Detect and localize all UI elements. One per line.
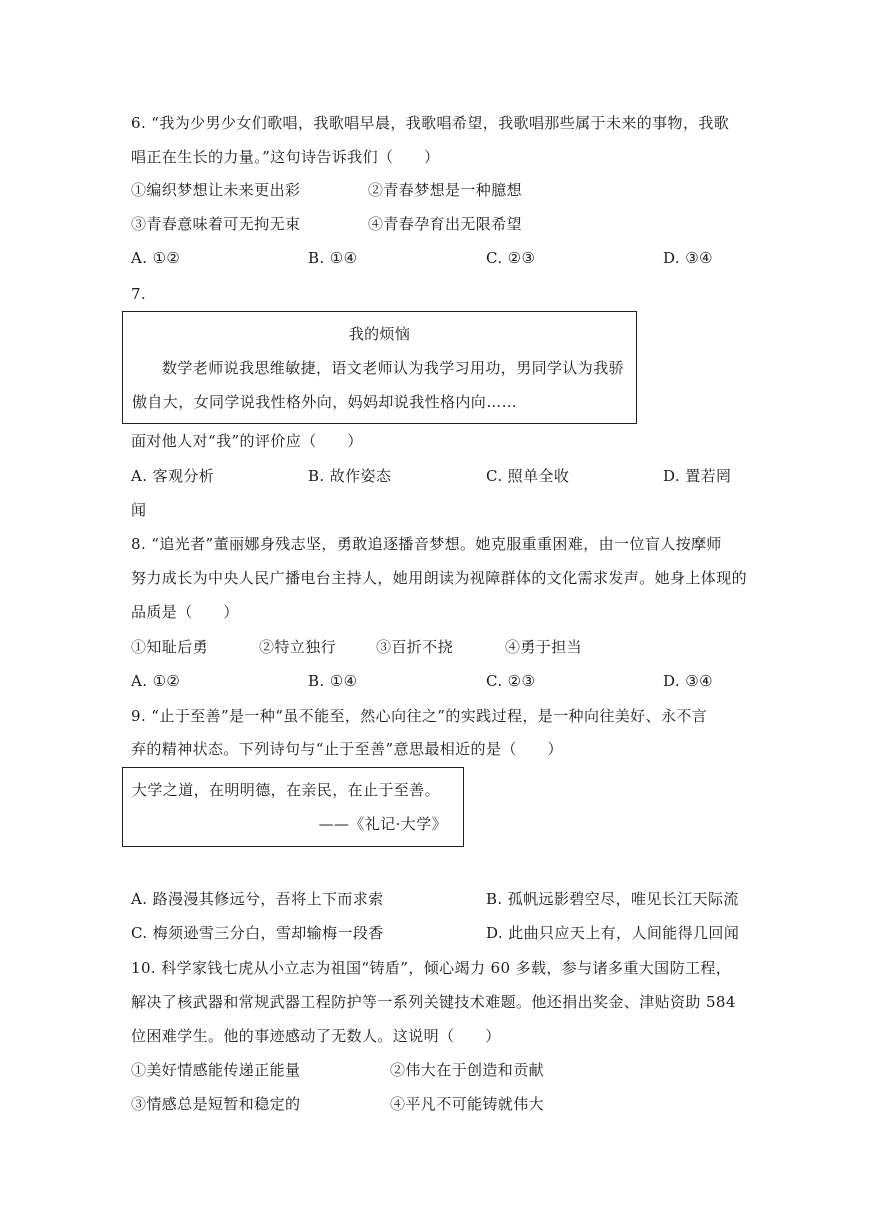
q7-question: 面对他人对“我”的评价应（ ） [131, 432, 363, 450]
q8-stem-line2: 努力成长为中央人民广播电台主持人，她用朗读为视障群体的文化需求发声。她身上体现的 [131, 569, 748, 587]
q7-number: 7. [131, 285, 147, 303]
q10-stem-line1: 10. 科学家钱七虎从小立志为祖国“铸盾”，倾心竭力 60 多载，参与诸多重大国防工程， [131, 959, 732, 977]
q8-choice-c: C. ②③ [486, 672, 536, 690]
q9-stem-line1: 9. “止于至善”是一种“虽不能至，然心向往之”的实践过程，是一种向往美好、永不言 [131, 707, 708, 725]
q6-stem-line2: 唱正在生长的力量。”这句诗告诉我们（ ） [131, 148, 440, 166]
q10-stem-line3: 位困难学生。他的事迹感动了无数人。这说明（ ） [131, 1027, 501, 1045]
q6-option-1: ①编织梦想让未来更出彩 [131, 181, 301, 199]
q10-option-3: ③情感总是短暂和稳定的 [131, 1095, 301, 1113]
q6-option-4: ④青春孕育出无限希望 [368, 215, 523, 233]
q6-option-2: ②青春梦想是一种臆想 [368, 181, 523, 199]
q8-choice-d: D. ③④ [663, 672, 713, 690]
q7-box-line1: 数学老师说我思维敏捷，语文老师认为我学习用功，男同学认为我骄 [162, 359, 625, 377]
q10-option-4: ④平凡不可能铸就伟大 [390, 1095, 545, 1113]
q7-choice-b: B. 故作姿态 [308, 467, 392, 485]
q8-stem-line1: 8. “追光者”董丽娜身残志坚，勇敢追逐播音梦想。她克服重重困难，由一位盲人按摩师 [131, 535, 722, 553]
q7-text-box [122, 311, 637, 424]
q6-choice-c: C. ②③ [486, 249, 536, 267]
q7-choice-c: C. 照单全收 [486, 467, 570, 485]
q8-choice-b: B. ①④ [308, 672, 358, 690]
q8-option-3: ③百折不挠 [376, 638, 454, 656]
q10-option-1: ①美好情感能传递正能量 [131, 1061, 301, 1079]
q7-choice-a: A. 客观分析 [131, 467, 215, 485]
q8-stem-line3: 品质是（ ） [131, 603, 239, 621]
q8-option-4: ④勇于担当 [505, 638, 583, 656]
q7-choice-d-wrap: 闻 [131, 501, 147, 519]
q6-choice-b: B. ①④ [308, 249, 358, 267]
q6-option-3: ③青春意味着可无拘无束 [131, 215, 301, 233]
q10-stem-line2: 解决了核武器和常规武器工程防护等一系列关键技术难题。他还捐出奖金、津贴资助 584 [131, 993, 736, 1011]
q7-box-title: 我的烦恼 [348, 325, 411, 343]
q9-quote-box [122, 767, 464, 847]
q8-choice-a: A. ①② [131, 672, 181, 690]
q9-quote-text: 大学之道，在明明德，在亲民，在止于至善。 [132, 781, 441, 799]
q9-stem-line2: 弃的精神状态。下列诗句与“止于至善”意思最相近的是（ ） [131, 740, 563, 758]
q6-choice-d: D. ③④ [663, 249, 713, 267]
q7-box-line2: 傲自大，女同学说我性格外向，妈妈却说我性格内向…… [132, 393, 518, 411]
q9-choice-a: A. 路漫漫其修远兮，吾将上下而求索 [131, 890, 384, 908]
q9-choice-b: B. 孤帆远影碧空尽，唯见长江天际流 [486, 890, 739, 908]
q10-option-2: ②伟大在于创造和贡献 [390, 1061, 545, 1079]
q8-option-2: ②特立独行 [259, 638, 337, 656]
q6-stem-line1: 6. “我为少男少女们歌唱，我歌唱早晨，我歌唱希望，我歌唱那些属于未来的事物，我歌 [131, 114, 730, 132]
q8-option-1: ①知耻后勇 [131, 638, 209, 656]
q9-quote-source: ——《礼记·大学》 [318, 815, 447, 833]
q9-choice-d: D. 此曲只应天上有，人间能得几回闻 [486, 924, 740, 942]
q6-choice-a: A. ①② [131, 249, 181, 267]
q9-choice-c: C. 梅须逊雪三分白，雪却输梅一段香 [131, 924, 384, 942]
q7-choice-d: D. 置若罔 [663, 467, 732, 485]
